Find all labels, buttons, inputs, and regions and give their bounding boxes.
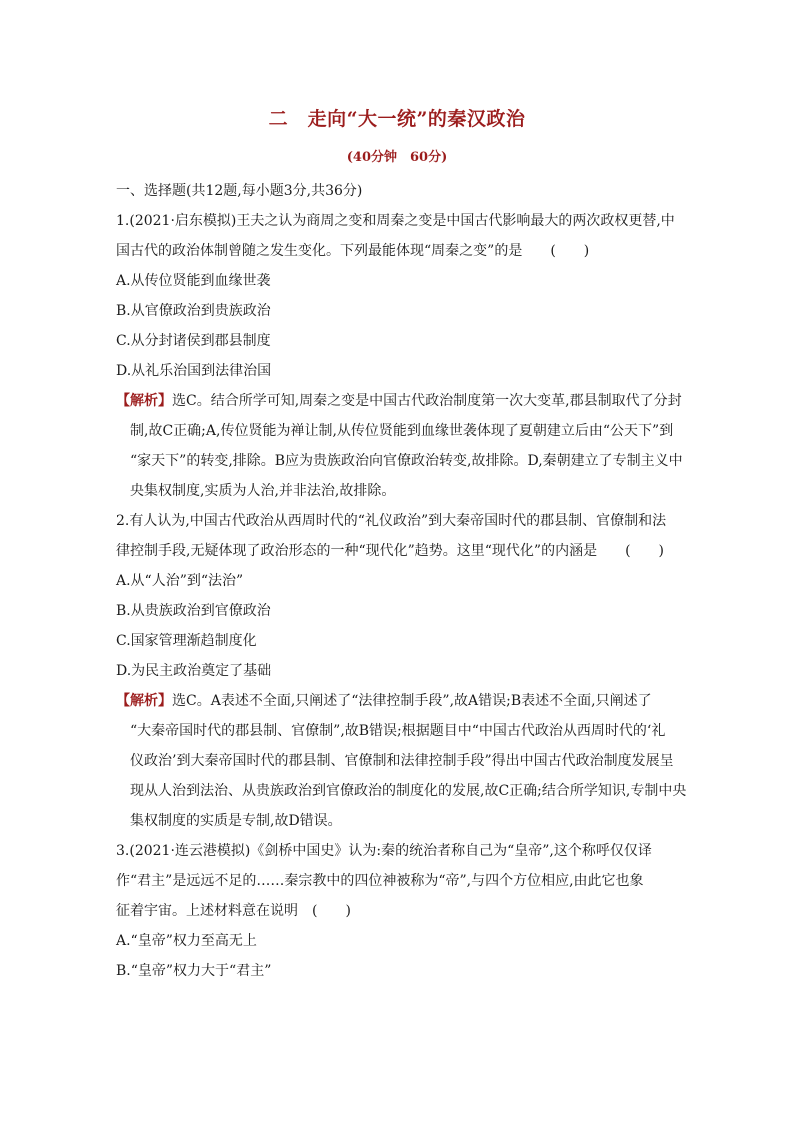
question-2-analysis-line-5: 集权制度的实质是专制,故D错误。 [130,813,342,829]
question-2-option-d: D.为民主政治奠定了基础 [116,663,272,679]
analysis-tag: 【解析】 [116,393,172,409]
document-body [116,176,687,986]
question-2-option-b: B.从贵族政治到官僚政治 [116,603,271,619]
section-heading: 一、选择题(共12题,每小题3分,共36分) [116,183,363,199]
question-2-stem-line-1: 2.有人认为,中国古代政治从西周时代的“礼仪政治”到大秦帝国时代的郡县制、官僚制和法 [116,513,667,529]
page-title: 二 走向“大一统”的秦汉政治 [268,108,526,130]
question-1-stem-line-1: 1.(2021·启东模拟)王夫之认为商周之变和周秦之变是中国古代影响最大的两次政权更替,中 [116,213,675,229]
question-2-analysis-line-3: 仪政治’到大秦帝国时代的郡县制、官僚制和法律控制手段”得出中国古代政治制度发展呈 [130,753,674,769]
question-2-analysis-line-1 [116,686,662,716]
question-2-option-a: A.从“人治”到“法治” [116,573,244,589]
question-3-option-b: B.“皇帝”权力大于“君主” [116,963,272,979]
analysis-text: 选C。结合所学可知,周秦之变是中国古代政治制度第一次大变革,郡县制取代了分封 [172,393,682,409]
question-1-analysis-line-3: “家天下”的转变,排除。B应为贵族政治向官僚政治转变,故排除。D,秦朝建立了专制主义中 [130,453,683,469]
question-2-analysis-line-2: “大秦帝国时代的郡县制、官僚制”,故B错误;根据题目中“中国古代政治从西周时代的‘礼 [130,723,666,739]
analysis-text: 选C。A表述不全面,只阐述了“法律控制手段”,故A错误;B表述不全面,只阐述了 [172,693,652,709]
question-3-option-a: A.“皇帝”权力至高无上 [116,933,257,949]
question-2-option-c: C.国家管理渐趋制度化 [116,633,257,649]
question-3-stem-line-1: 3.(2021·连云港模拟)《剑桥中国史》认为:秦的统治者称自己为“皇帝”,这个称呼仅仅译 [116,843,652,859]
analysis-tag: 【解析】 [116,693,172,709]
question-3-stem-line-3: 征着宇宙。上述材料意在说明 ( ) [116,903,351,919]
question-2-analysis-line-4: 现从人治到法治、从贵族政治到官僚政治的制度化的发展,故C正确;结合所学知识,专制中央 [130,783,687,799]
question-1-analysis-line-4: 央集权制度,实质为人治,并非法治,故排除。 [130,483,396,499]
question-1-option-b: B.从官僚政治到贵族政治 [116,303,271,319]
question-2-stem-line-2: 律控制手段,无疑体现了政治形态的一种“现代化”趋势。这里“现代化”的内涵是 ( ) [116,543,665,559]
question-1-option-a: A.从传位贤能到血缘世袭 [116,273,271,289]
question-1-option-c: C.从分封诸侯到郡县制度 [116,333,271,349]
question-1-analysis-line-1 [116,386,682,416]
question-1-option-d: D.从礼乐治国到法律治国 [116,363,272,379]
question-3-stem-line-2: 作“君主”是远远不足的……秦宗教中的四位神被称为“帝”,与四个方位相应,由此它也象 [116,873,644,889]
question-1-stem-line-2: 国古代的政治体制曾随之发生变化。下列最能体现“周秦之变”的是 ( ) [116,243,590,259]
question-1-analysis-line-2: 制,故C正确;A,传位贤能为禅让制,从传位贤能到血缘世袭体现了夏朝建立后由“公天下”到 [130,423,674,439]
page-subtitle: (40分钟 60分) [346,150,448,165]
